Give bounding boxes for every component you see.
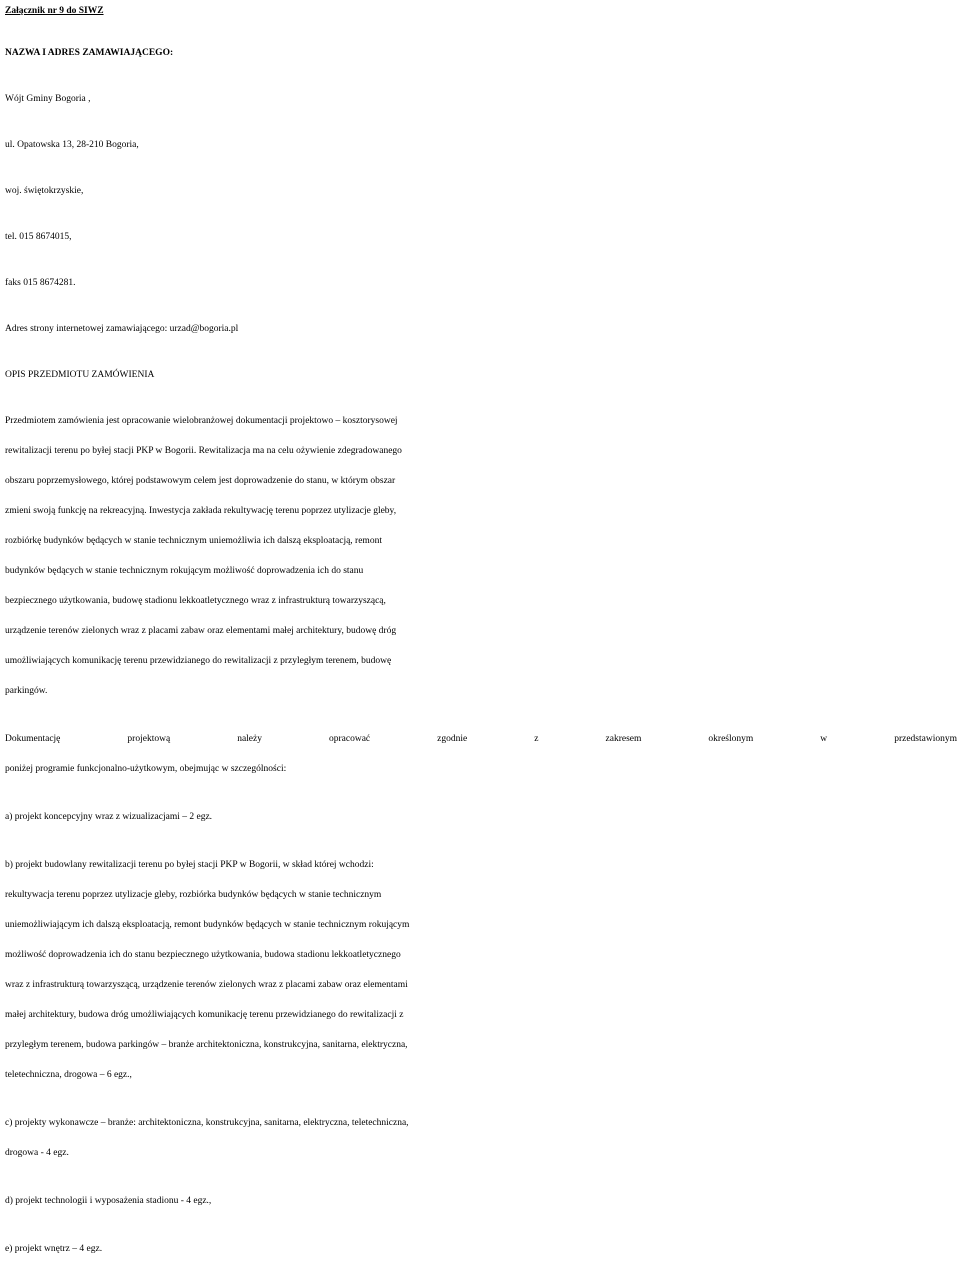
intro-line: urządzenie terenów zielonych wraz z placami zabaw oraz elementami małej architektury, budowę dróg [5, 626, 397, 636]
authority-region: woj. świętokrzyskie, [5, 186, 84, 196]
item-b-line: b) projekt budowlany rewitalizacji terenu po byłej stacji PKP w Bogorii, w skład której wchodzi: [5, 860, 374, 870]
item-d: d) projekt technologii i wyposażenia stadionu - 4 egz., [5, 1196, 212, 1206]
intro-line: budynków będących w stanie technicznym rokującym możliwość doprowadzenia ich do stanu [5, 566, 364, 576]
intro-line: obszaru poprzemysłowego, której podstawowym celem jest doprowadzenie do stanu, w którym obszar [5, 476, 396, 486]
item-b-line: teletechniczna, drogowa – 6 egz., [5, 1070, 132, 1080]
item-a: a) projekt koncepcyjny wraz z wizualizacjami – 2 egz. [5, 812, 213, 822]
intro-line: rewitalizacji terenu po byłej stacji PKP w Bogorii. Rewitalizacja ma na celu ożywienie zdegradowanego [5, 446, 402, 456]
scope-line: poniżej programie funkcjonalno-użytkowym, obejmując w szczególności: [5, 764, 287, 774]
authority-phone: tel. 015 8674015, [5, 232, 72, 242]
item-b-line: uniemożliwiającym ich dalszą eksploatacją, remont budynków będących w stanie technicznym rokującym [5, 920, 410, 930]
item-c-line: drogowa - 4 egz. [5, 1148, 69, 1158]
intro-line: parkingów. [5, 686, 48, 696]
authority-website: Adres strony internetowej zamawiającego: urzad@bogoria.pl [5, 324, 239, 334]
intro-line: Przedmiotem zamówienia jest opracowanie wielobranżowej dokumentacji projektowo – kosztorysowej [5, 416, 398, 426]
scope-paragraph [5, 724, 957, 784]
scope-line: Dokumentację projektową należy opracować zgodnie z zakresem określonym w przedstawionym [5, 734, 957, 744]
item-b-line: rekultywacja terenu poprzez utylizacje gleby, rozbiórka budynków będących w stanie technicznym [5, 890, 382, 900]
intro-line: umożliwiających komunikację terenu przewidzianego do rewitalizacji z przyległym terenem, budowę [5, 656, 392, 666]
item-b-line: małej architektury, budowa dróg umożliwiających komunikację terenu przewidzianego do rewitalizacji z [5, 1010, 404, 1020]
description-intro [5, 406, 957, 706]
intro-line: rozbiórkę budynków będących w stanie technicznym uniemożliwia ich dalszą eksploatacją, remont [5, 536, 382, 546]
authority-street: ul. Opatowska 13, 28-210 Bogoria, [5, 140, 139, 150]
contracting-authority-heading: NAZWA I ADRES ZAMAWIAJĄCEGO: [5, 48, 174, 58]
annex-label: Załącznik nr 9 do SIWZ [5, 6, 104, 16]
intro-line: bezpiecznego użytkowania, budowę stadionu lekkoatletycznego wraz z infrastrukturą towarzyszącą, [5, 596, 386, 606]
item-b-line: możliwość doprowadzenia ich do stanu bezpiecznego użytkowania, budowa stadionu lekkoatletycznego [5, 950, 401, 960]
document-page [5, 0, 957, 1264]
item-e: e) projekt wnętrz – 4 egz. [5, 1244, 103, 1254]
item-c [5, 1108, 957, 1168]
item-b-line: przyległym terenem, budowa parkingów – branże architektoniczna, konstrukcyjna, sanitarna, elektryczna, [5, 1040, 408, 1050]
authority-fax: faks 015 8674281. [5, 278, 76, 288]
authority-name: Wójt Gminy Bogoria , [5, 94, 91, 104]
item-b [5, 850, 957, 1090]
item-c-line: c) projekty wykonawcze – branże: architektoniczna, konstrukcyjna, sanitarna, elektryczna, teletechniczna, [5, 1118, 409, 1128]
item-b-line: wraz z infrastrukturą towarzyszącą, urządzenie terenów zielonych wraz z placami zabaw oraz elementami [5, 980, 408, 990]
intro-line: zmieni swoją funkcję na rekreacyjną. Inwestycja zakłada rekultywację terenu poprzez utylizacje gleby, [5, 506, 397, 516]
description-heading: OPIS PRZEDMIOTU ZAMÓWIENIA [5, 370, 155, 380]
